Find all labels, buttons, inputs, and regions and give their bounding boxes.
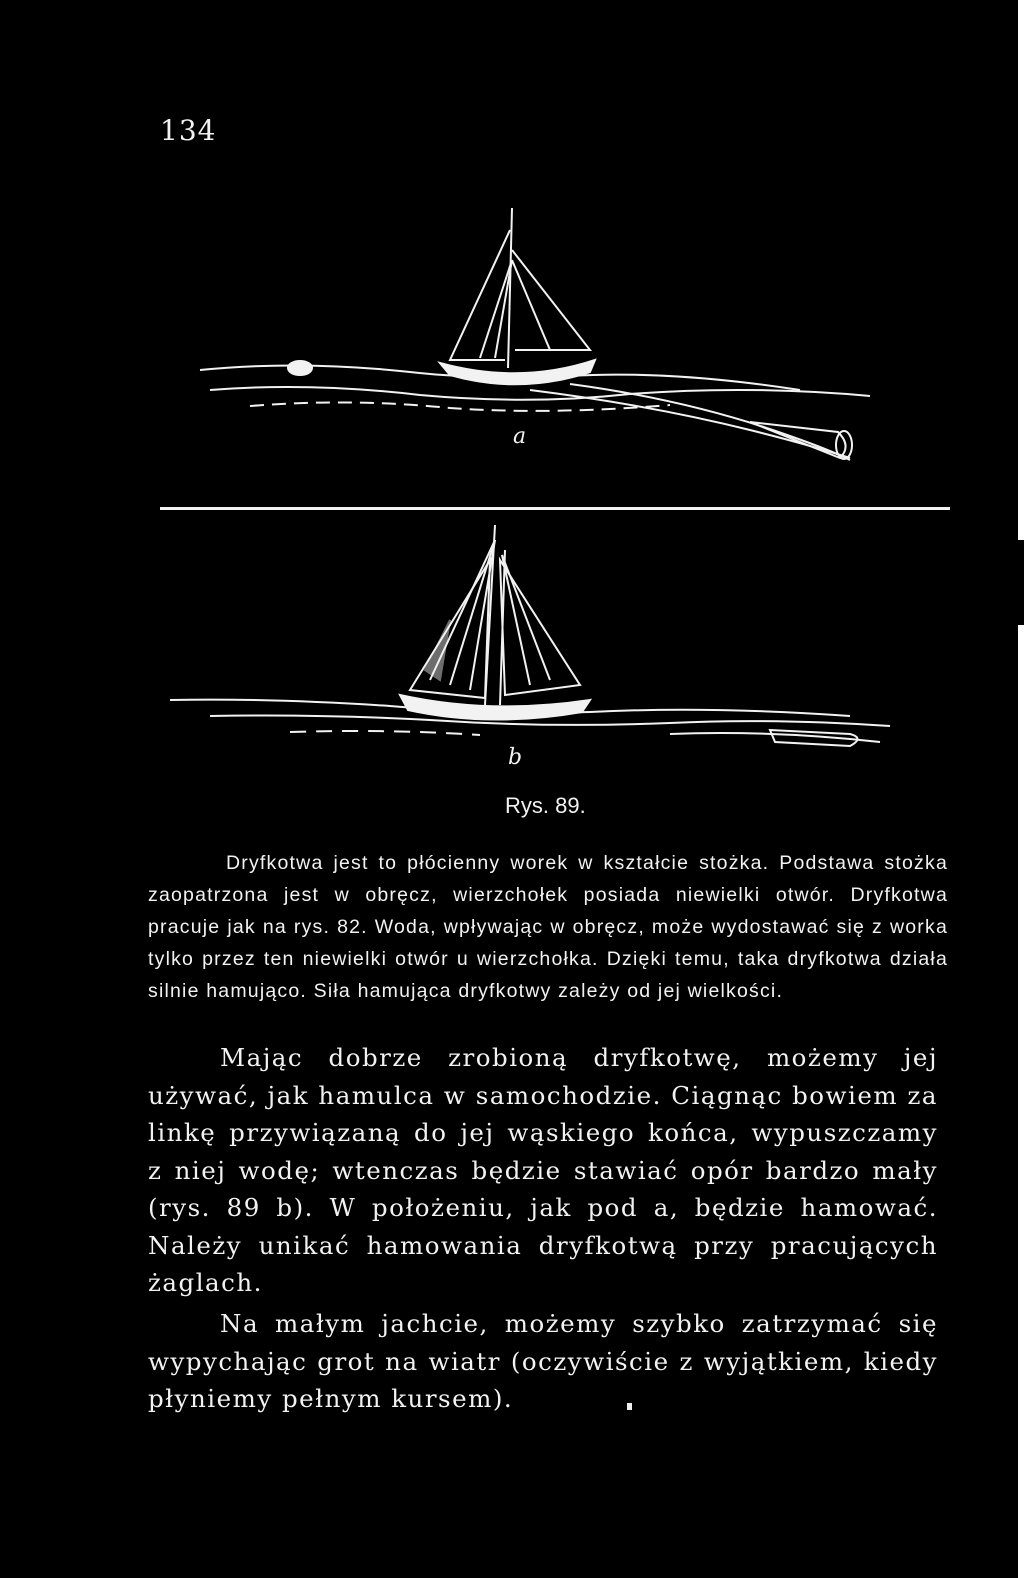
page-edge-bottom — [1018, 625, 1024, 1578]
sailboat-drogue-illustration-a — [150, 200, 920, 500]
ink-speck — [627, 1403, 632, 1410]
sailboat-drogue-illustration-b — [150, 520, 920, 790]
page-number: 134 — [160, 114, 217, 147]
paragraph-drogue-usage: Mając dobrze zrobioną dryfkotwę, możemy jej używać, jak hamulca w samochodzie. Ciągnąc bowiem za linkę przywiązaną do jej wąskiego końca, wypuszczamy z niej wodę; wtenczas będzie stawiać opór bardzo mały (rys. 89 b). W położeniu, jak pod a, będzie hamować. Należy unikać hamowania dryfkotwą przy pracujących żaglach. — [148, 1043, 938, 1297]
figure-divider — [160, 507, 950, 510]
paragraph-small-yacht: Na małym jachcie, możemy szybko zatrzymać się wypychając grot na wiatr (oczywiście z wyjątkiem, kiedy płyniemy pełnym kursem). — [148, 1309, 938, 1413]
page-edge-top — [1018, 0, 1024, 540]
paragraph-drogue-description: Dryfkotwa jest to płócienny worek w kształcie stożka. Podstawa stożka zaopatrzona jest w obręcz, wierzchołek posiada niewielki otwór. Dryfkotwa pracuje jak na rys. 82. Woda, wpływając w obręcz, może wydostawać się z worka tylko przez ten niewielki otwór u wierzchołka. Dzięki temu, taka dryfkotwa działa silnie hamująco. Siła hamująca dryfkotwy zależy od jej wielkości. — [148, 852, 948, 1002]
figure-caption: Rys. 89. — [505, 793, 586, 818]
figure-label-a: a — [513, 424, 527, 449]
figure-label-b: b — [508, 745, 523, 770]
